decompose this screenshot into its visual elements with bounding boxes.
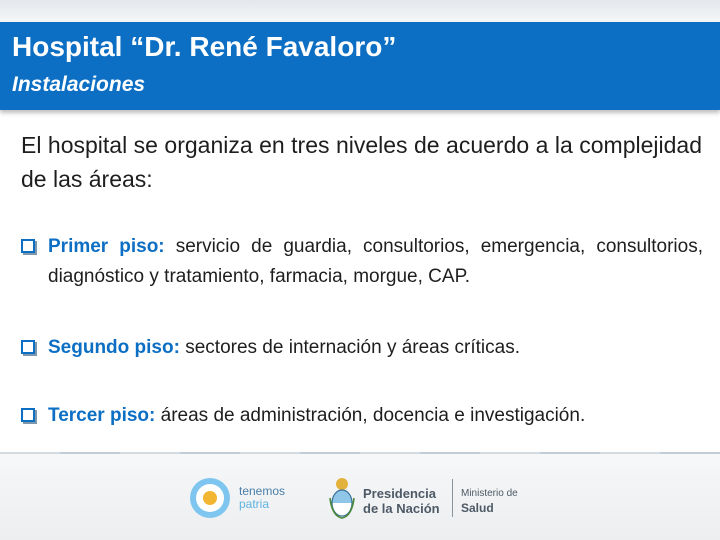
bullet-text: [48, 232, 703, 292]
tenemos-text: tenemos: [239, 484, 286, 498]
bullet-text: [48, 401, 703, 431]
bullet-text: [48, 333, 703, 363]
sun-icon: [203, 491, 217, 505]
bullet-item-tercer-piso: [21, 401, 703, 431]
intro-paragraph: El hospital se organiza en tres niveles de acuerdo a la complejidad de las áreas:: [21, 132, 702, 192]
logo-divider: [452, 479, 453, 517]
tenemos-patria-logo-icon: [190, 478, 230, 518]
slide-header: [0, 22, 720, 110]
bullet-label: Tercer piso:: [48, 405, 156, 426]
checkbox-bullet-icon: [21, 408, 35, 422]
slide-title: Hospital “Dr. René Favaloro”: [12, 31, 397, 62]
bullet-body: sectores de internación y áreas críticas.: [185, 337, 520, 358]
slide-subtitle: Instalaciones: [12, 73, 146, 96]
salud-text: Salud: [461, 501, 494, 515]
national-shield-icon: [329, 476, 355, 520]
bullet-body: áreas de administración, docencia e investigación.: [160, 405, 586, 426]
bullet-body: servicio de guardia, consultorios, emergencia, consultorios, diagnóstico y tratamiento, farmacia, morgue, CAP.: [48, 236, 703, 287]
checkbox-bullet-icon: [21, 239, 35, 253]
de-la-nacion-text: de la Nación: [363, 501, 440, 516]
footer: [0, 454, 720, 540]
bullet-label: Segundo piso:: [48, 337, 180, 358]
bullet-label: Primer piso:: [48, 236, 165, 257]
patria-text: patria: [239, 497, 270, 511]
checkbox-bullet-icon: [21, 340, 35, 354]
bullet-item-primer-piso: [21, 232, 703, 292]
presidencia-text: Presidencia: [363, 486, 436, 501]
top-band: [0, 0, 720, 22]
bullet-item-segundo-piso: [21, 333, 703, 363]
ministerio-text: Ministerio de: [461, 488, 518, 499]
